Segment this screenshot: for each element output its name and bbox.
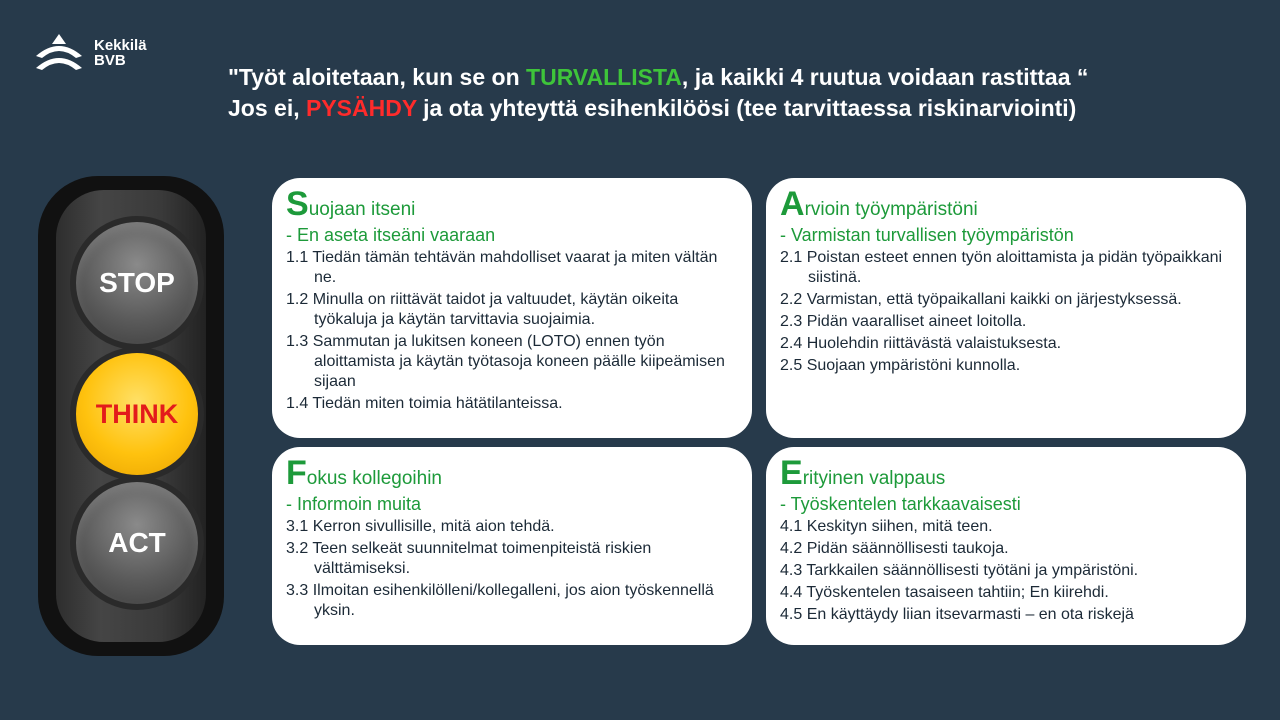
list-item: 4.5 En käyttäydy liian itsevarmasti – en ota riskejä xyxy=(780,606,1134,623)
list-item: 4.3 Tarkkailen säännöllisesti työtäni ja ympäristöni. xyxy=(780,562,1139,579)
list-item: 2.2 Varmistan, että työpaikallani kaikki on järjestyksessä. xyxy=(780,291,1182,308)
headline-line2-text: Jos ei, xyxy=(228,95,306,121)
card-subtitle: - Varmistan turvallisen työympäristön xyxy=(780,225,1074,245)
think-label: THINK xyxy=(95,398,179,429)
kekkila-logo-icon xyxy=(32,32,86,72)
headline-line1-text: "Työt aloitetaan, kun se on xyxy=(228,64,527,90)
headline-line2 xyxy=(228,93,1248,124)
card-list xyxy=(780,248,1236,376)
list-item: 2.5 Suojaan ympäristöni kunnolla. xyxy=(780,357,1021,374)
act-lamp xyxy=(70,476,204,610)
card-title-initial: E xyxy=(780,454,803,492)
card-title-rest: rityinen valppaus xyxy=(802,468,946,489)
company-logo xyxy=(32,30,172,74)
card-list xyxy=(286,248,742,414)
headline xyxy=(228,62,1248,124)
list-item: 2.1 Poistan esteet ennen työn aloittamista ja pidän työpaikkani siistinä. xyxy=(780,249,1223,286)
headline-line1 xyxy=(228,62,1248,93)
card-title xyxy=(286,454,742,492)
headline-line1-end: , ja kaikki 4 ruutua voidaan rastittaa “ xyxy=(681,64,1089,90)
list-item: 3.3 Ilmoitan esihenkilölleni/kollegalleni, jos aion työskennellä yksin. xyxy=(286,582,714,619)
card-title xyxy=(286,185,742,223)
list-item: 1.1 Tiedän tämän tehtävän mahdolliset vaarat ja miten vältän ne. xyxy=(286,249,718,286)
card-subtitle: - Informoin muita xyxy=(286,494,422,514)
list-item: 1.3 Sammutan ja lukitsen koneen (LOTO) ennen työn aloittamista ja käytän työtasoja koneen päälle kiipeämisen sijaan xyxy=(286,333,725,390)
card-fokus-kollegoihin xyxy=(272,447,752,645)
list-item: 4.4 Työskentelen tasaiseen tahtiin; En kiirehdi. xyxy=(780,584,1109,601)
card-title-rest: uojaan itseni xyxy=(308,199,416,220)
card-title-rest: rvioin työympäristöni xyxy=(804,199,978,220)
think-lamp xyxy=(70,347,204,481)
list-item: 3.2 Teen selkeät suunnitelmat toimenpiteistä riskien välttämiseksi. xyxy=(286,540,652,577)
logo-line1: Kekkilä xyxy=(94,37,147,54)
stop-label: STOP xyxy=(99,267,175,298)
list-item: 1.4 Tiedän miten toimia hätätilanteissa. xyxy=(286,395,563,412)
card-title-rest: okus kollegoihin xyxy=(306,468,442,489)
card-arvioin-tyoymparistoni xyxy=(766,178,1246,438)
stop-lamp xyxy=(70,216,204,350)
card-title-initial: S xyxy=(286,185,309,223)
card-title-initial: F xyxy=(286,454,307,492)
act-label: ACT xyxy=(108,527,166,558)
card-title xyxy=(780,185,1236,223)
logo-text xyxy=(94,38,147,68)
card-title-initial: A xyxy=(780,185,805,223)
card-subtitle: - En aseta itseäni vaaraan xyxy=(286,225,496,245)
headline-pysahdy: PYSÄHDY xyxy=(305,95,417,121)
card-erityinen-valppaus xyxy=(766,447,1246,645)
logo-line2: BVB xyxy=(94,52,126,69)
list-item: 3.1 Kerron sivullisille, mitä aion tehdä. xyxy=(286,518,555,535)
card-subtitle: - Työskentelen tarkkaavaisesti xyxy=(780,494,1021,514)
headline-line2-end: ja ota yhteyttä esihenkilöösi (tee tarvittaessa riskinarviointi) xyxy=(416,95,1077,121)
card-list xyxy=(780,517,1236,625)
card-title xyxy=(780,454,1236,492)
list-item: 2.4 Huolehdin riittävästä valaistuksesta. xyxy=(780,335,1062,352)
list-item: 2.3 Pidän vaaralliset aineet loitolla. xyxy=(780,313,1027,330)
headline-turvallista: TURVALLISTA xyxy=(526,64,682,90)
list-item: 4.1 Keskityn siihen, mitä teen. xyxy=(780,518,993,535)
card-suojaan-itseni xyxy=(272,178,752,438)
list-item: 4.2 Pidän säännöllisesti taukoja. xyxy=(780,540,1009,557)
list-item: 1.2 Minulla on riittävät taidot ja valtuudet, käytän oikeita työkaluja ja käytän tarvittavia suojaimia. xyxy=(286,291,679,328)
card-list xyxy=(286,517,742,621)
